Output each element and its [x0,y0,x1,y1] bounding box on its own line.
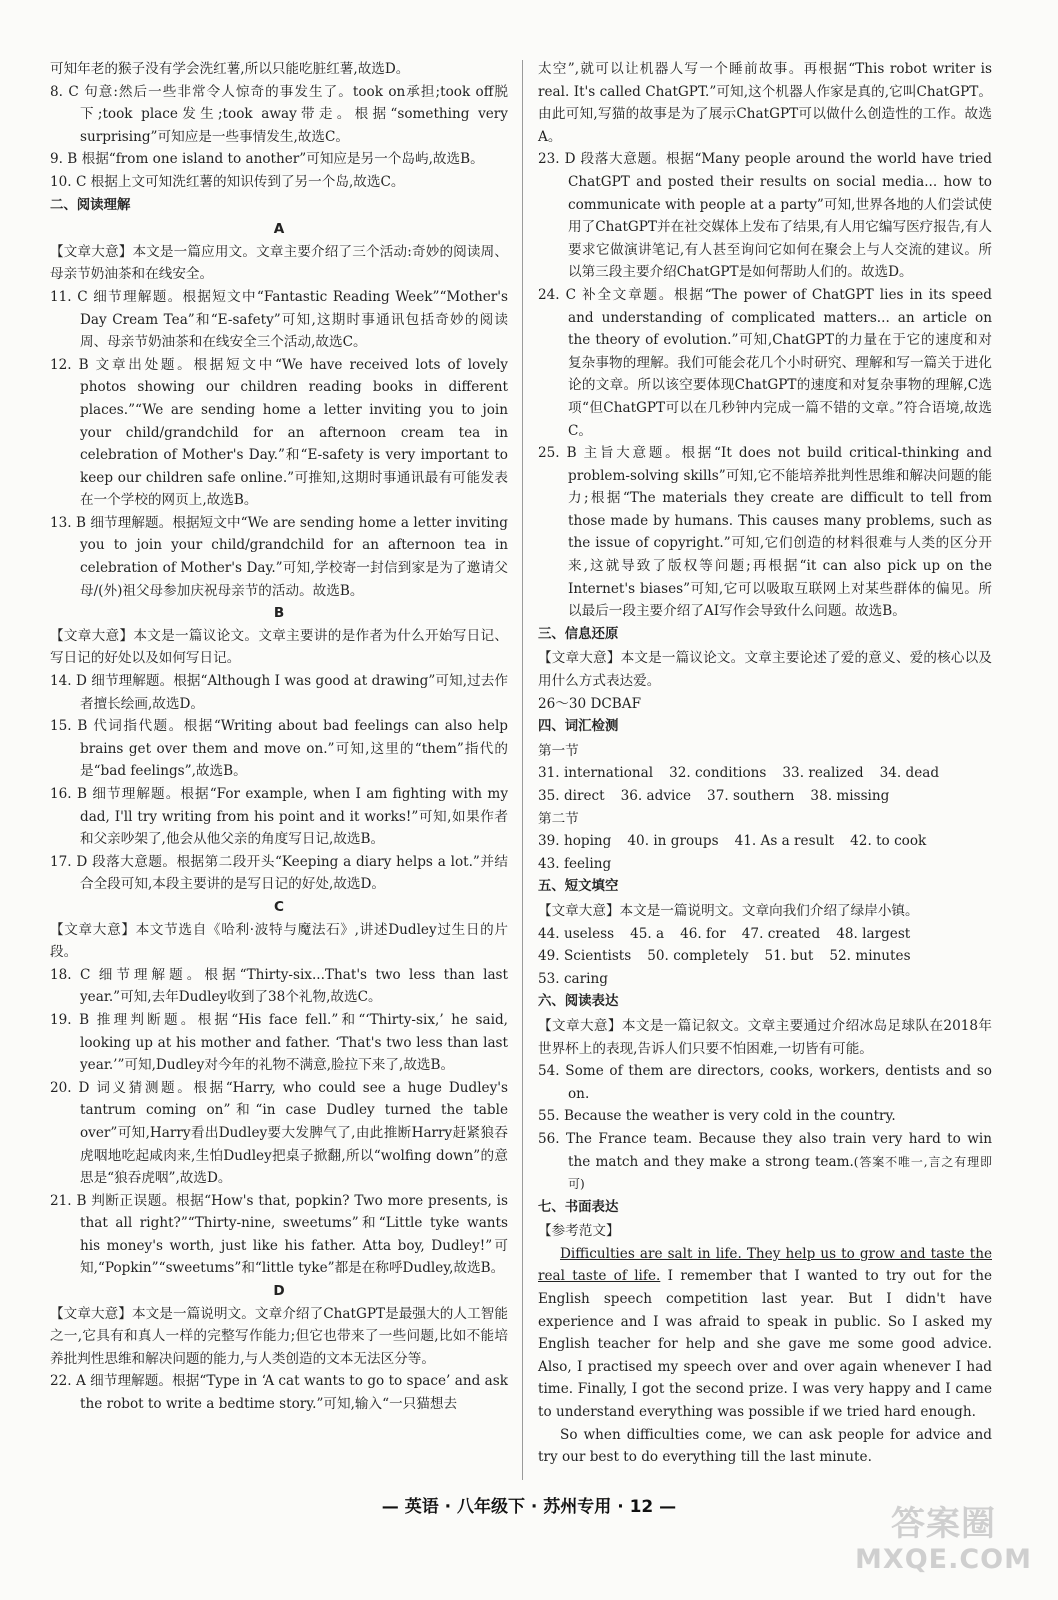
answer-explanation-text: 55. Because the weather is very cold in the country. [538,1108,896,1125]
text-paragraph [50,58,508,81]
answer-item: 52. minutes [829,948,911,965]
answer-item: 49. Scientists [538,948,632,965]
text-paragraph-text: 可知年老的猴子没有学会洗红薯,所以只能吃脏红薯,故选D。 [50,61,410,77]
answer-explanation [538,284,992,442]
watermark-text: 答案圈 [891,1504,996,1544]
answer-explanation-text: 16. B 细节理解题。根据“For example, when I am fighting with my dad, I'll try writing from his point and it works!”可知,如果作者和父亲吵架了,他会从他父亲的角度写日记,故选B。 [50,786,508,848]
passage-label [50,602,508,625]
answer-row [538,830,992,853]
answer-explanation-text: 13. B 细节理解题。根据短文中“We are sending home a letter inviting you to join your child/grandchild for an afternoon tea in celebration of Mother's Day.”可知,学校寄一封信到家是为了邀请父母/(外)祖父母参加庆祝母亲节的活动。故选B。 [50,514,508,599]
answer-item: 40. in groups [627,833,719,850]
right-column [538,58,992,1469]
answer-explanation [50,81,508,149]
answer-explanation-text: 11. C 细节理解题。根据短文中“Fantastic Reading Week”“Mother's Day Cream Tea”和“E-safety”可知,这期时事通讯包括奇妙的阅读周、母亲节奶油茶和在线安全三个活动,故选C。 [50,288,508,351]
answer-item: 33. realized [782,765,864,782]
answer-explanation [50,512,508,602]
section-heading [538,991,992,1014]
text-paragraph [50,919,508,964]
section-heading-text: 三、信息还原 [538,626,619,642]
answer-explanation [50,1190,508,1280]
answer-explanation [538,1060,992,1105]
answer-row [538,762,992,785]
answer-row [538,785,992,808]
passage-label-text: C [274,898,284,915]
watermark-logo [855,1506,1032,1578]
text-paragraph [50,625,508,670]
answer-row [538,853,992,876]
section-heading [538,624,992,647]
answer-explanation [538,1105,992,1128]
essay-topic-sentence: Difficulties are salt in life. They help us to grow and taste the real taste of life. [538,1245,992,1285]
left-column [50,58,508,1416]
answer-explanation-text: 24. C 补全文章题。根据“The power of ChatGPT lies in its speed and understanding of complicated matters... an article on the theory of evolution.”可知,ChatGPT的力量在于它的速度和对复杂事物的理解。我们可能会花几个小时研究、理解和写一篇关于进化论的文章。所以该空要体现ChatGPT的速度和对复杂事物的理解,C选项“但ChatGPT可以在几秒钟内完成一篇不错的文章。”符合语境,故选C。 [538,286,992,439]
text-paragraph-text: 【文章大意】本文是一篇说明文。文章向我们介绍了绿岸小镇。 [538,902,919,919]
text-paragraph [538,58,992,148]
answer-explanation-text: 14. D 细节理解题。根据“Although I was good at drawing”可知,过去作者擅长绘画,故选D。 [50,673,508,712]
answer-explanation [50,715,508,783]
passage-label-text: A [273,221,285,238]
answer-explanation [50,1009,508,1077]
answer-explanation [50,354,508,512]
text-paragraph-text: 【文章大意】本文是一篇议论文。文章主要讲的是作者为什么开始写日记、写日记的好处以及如何写日记。 [50,627,508,667]
essay-paragraph [538,1424,992,1469]
answer-item: 41. As a result [734,833,835,850]
section-heading [538,876,992,899]
answer-explanation-text: 20. D 词义猜测题。根据“Harry, who could see a huge Dudley's tantrum coming on”和“in case Dudley turned the table over”可知,Harry看出Dudley要大发脾气了,由此推断Harry赶紧狼吞虎咽地吃起咸肉来,生怕Dudley把桌子掀翻,所以“wolfing down”的意思是“狼吞虎咽”,故选D。 [50,1079,508,1187]
answer-explanation [50,148,508,171]
answer-explanation [50,851,508,896]
page-footer: — 英语 · 八年级下 · 苏州专用 · 12 — [381,1497,677,1517]
answer-item: 32. conditions [669,765,767,782]
answer-explanation [50,964,508,1009]
answer-explanation-text: 25. B 主旨大意题。根据“It does not build critical-thinking and problem-solving skills”可知,它不能培养批判性思维和解决问题的能力;根据“The materials they create are difficult to tell from those made by humans. This causes many problems, such as the issue of copyright.”可知,它们创造的材料很难与人类的区分开来,这就导致了版权等问题;再根据“it can also pick up on the Internet's biases”可知,它可以吸取互联网上对某些群体的偏见。所以最后一段主要介绍了AI写作会导致什么问题。故选B。 [538,445,992,620]
answer-item: 50. completely [647,948,749,965]
answer-explanation-text: 17. D 段落大意题。根据第二段开头“Keeping a diary helps a lot.”并结合全段可知,本段主要讲的是写日记的好处,故选D。 [50,853,508,893]
answer-item: 34. dead [879,765,940,782]
answer-item: 42. to cook [850,833,927,850]
answer-item: 39. hoping [538,833,612,850]
section-heading-text: 六、阅读表达 [538,994,619,1010]
passage-label [50,1280,508,1303]
answer-item: 31. international [538,765,654,782]
text-paragraph [50,241,508,286]
answer-item: 36. advice [620,788,692,804]
passage-label [50,896,508,919]
text-paragraph-text: 太空”,就可以让机器人写一个睡前故事。再根据“This robot writer is real. It's called ChatGPT.”可知,这个机器人作家是真的,它叫ChatGPT。由此可知,写猫的故事是为了展示ChatGPT可以做什么创造性的工作。故选A。 [538,61,992,145]
text-paragraph [538,1015,992,1060]
answer-row [538,923,992,946]
text-paragraph-text: 【文章大意】本文是一篇议论文。文章主要论述了爱的意义、爱的核心以及用什么方式表达爱。 [538,650,992,690]
passage-label [50,218,508,241]
passage-label-text: D [273,1283,285,1300]
text-paragraph-text: 【文章大意】本文是一篇应用文。文章主要介绍了三个活动:奇妙的阅读周、母亲节奶油茶和在线安全。 [50,243,508,283]
answer-explanation-text: 15. B 代词指代题。根据“Writing about bad feelings can also help brains get over them and move on.”可知,这里的“them”指代的是“bad feelings”,故选B。 [50,718,508,780]
answer-explanation [50,1077,508,1190]
answer-row [538,945,992,968]
text-paragraph-text: 第二节 [538,810,579,827]
answer-item: 44. useless [538,925,615,942]
text-paragraph-text: 【参考范文】 [538,1223,620,1240]
text-paragraph [50,1303,508,1371]
answer-item: 45. a [630,925,665,942]
text-paragraph [538,647,992,692]
watermark-url: MXQE.COM [855,1544,1032,1575]
column-divider [522,60,523,1480]
answer-row [538,968,992,991]
answer-item: 37. southern [707,788,795,804]
answer-explanation [50,1370,508,1415]
section-heading [50,195,508,218]
text-paragraph [538,900,992,923]
text-paragraph-text: 26～30 DCBAF [538,695,642,712]
answer-item: 53. caring [538,970,608,987]
answer-item: 47. created [741,925,821,942]
section-heading-text: 五、短文填空 [538,879,619,895]
text-paragraph-text: 【文章大意】本文是一篇说明文。文章介绍了ChatGPT是最强大的人工智能之一,它具有和真人一样的完整写作能力;但它也带来了一些问题,比如不能培养批判性思维和解决问题的能力,与人类创造的文本无法区分等。 [50,1305,508,1367]
answer-item: 43. feeling [538,855,612,872]
answer-explanation [50,286,508,354]
answer-explanation-text: 22. A 细节理解题。根据“Type in ‘A cat wants to go to space’ and ask the robot to write a bedtime story.”可知,输入“一只猫想去 [50,1373,508,1413]
text-paragraph-text: 【文章大意】本文节选自《哈利·波特与魔法石》,讲述Dudley过生日的片段。 [50,921,508,961]
answer-explanation-text: 23. D 段落大意题。根据“Many people around the world have tried ChatGPT and posted their results on social media... how to communicate with people at a party”可知,世界各地的人们尝试使用了ChatGPT并在社交媒体上发布了结果,有人用它编写医疗报告,有人要求它做演讲笔记,有人甚至询问它如何在聚会上与人交流的建议。所以第三段主要介绍ChatGPT是如何帮助人们的。故选D。 [538,151,992,281]
answer-item: 35. direct [538,788,605,804]
answer-explanation-text: 12. B 文章出处题。根据短文中“We have received lots of lovely photos showing our children reading books in different places.”“We are sending home a letter inviting you to join your child/grandchild for an afternoon cream tea in celebration of Mother's Day.”和“E-safety is very important to keep our children safe online.”可推知,这期时事通讯最有可能发表在一个学校的网页上,故选B。 [50,356,508,509]
text-paragraph-text: 第一节 [538,742,579,759]
answer-note: (答案不唯一,言之有理即可) [568,1154,992,1192]
answer-explanation [50,171,508,194]
text-paragraph [538,693,992,716]
answer-item: 46. for [680,925,726,942]
section-heading [538,716,992,739]
section-heading-text: 二、阅读理解 [50,197,131,213]
answer-item: 38. missing [810,788,890,804]
section-heading-text: 四、词汇检测 [538,719,619,735]
text-paragraph-text: 【文章大意】本文是一篇记叙文。文章主要通过介绍冰岛足球队在2018年世界杯上的表现,告诉人们只要不怕困难,一切皆有可能。 [538,1017,992,1057]
answer-explanation-text: 18. C 细节理解题。根据“Thirty-six...That's two less than last year.”可知,去年Dudley收到了38个礼物,故选C。 [50,966,508,1006]
answer-explanation-text: 10. C 根据上文可知洗红薯的知识传到了另一个岛,故选C。 [50,173,405,190]
essay-body: So when difficulties come, we can ask people for advice and try our best to do everything till the last minute. [538,1426,992,1466]
text-paragraph [538,740,992,763]
text-paragraph [538,1220,992,1243]
answer-explanation-text: 56. The France team. Because they also train very hard to win the match and they make a strong team. [538,1130,992,1170]
answer-item: 51. but [764,948,814,965]
answer-explanation [50,783,508,851]
answer-explanation-text: 21. B 判断正误题。根据“How's that, popkin? Two more presents, is that all right?”“Thirty-nine, sweetums”和“Little tyke wants his money's worth, just like his father. Atta boy, Dudley!”可知,“Popkin”“sweetums”和“little tyke”都是在称呼Dudley,故选B。 [50,1192,508,1277]
answer-explanation [538,442,992,623]
essay-paragraph [538,1243,992,1424]
answer-explanation-text: 19. B 推理判断题。根据“His face fell.”和“‘Thirty-six,’ he said, looking up at his mother and father. ‘That's two less than last year.’”可知,Dudley对今年的礼物不满意,脸拉下来了,故选B。 [50,1011,508,1074]
answer-explanation-text: 9. B 根据“from one island to another”可知应是另一个岛屿,故选B。 [50,151,484,168]
answer-explanation-text: 8. C 句意:然后一些非常令人惊奇的事发生了。took on承担;took off脱下;took place发生;took away带走。根据“something very surprising”可知应是一些事情发生,故选C。 [50,83,508,145]
section-heading [538,1197,992,1220]
answer-explanation [538,1128,992,1196]
passage-label-text: B [273,605,285,622]
answer-explanation-text: 54. Some of them are directors, cooks, workers, dentists and so on. [538,1063,992,1102]
answer-item: 48. largest [836,925,911,942]
answer-explanation [50,670,508,715]
essay-body: I remember that I wanted to try out for the English speech competition last year. But I didn't have experience and I was afraid to speak in public. So I asked my English teacher for help and she gave me some good advice. Also, I practised my speech over and over again whenever I had time. Finally, I got the second prize. I was very happy and I came to understand everything was possible if we tried hard enough. [538,1268,992,1421]
answer-explanation [538,148,992,284]
section-heading-text: 七、书面表达 [538,1199,619,1215]
text-paragraph [538,808,992,831]
